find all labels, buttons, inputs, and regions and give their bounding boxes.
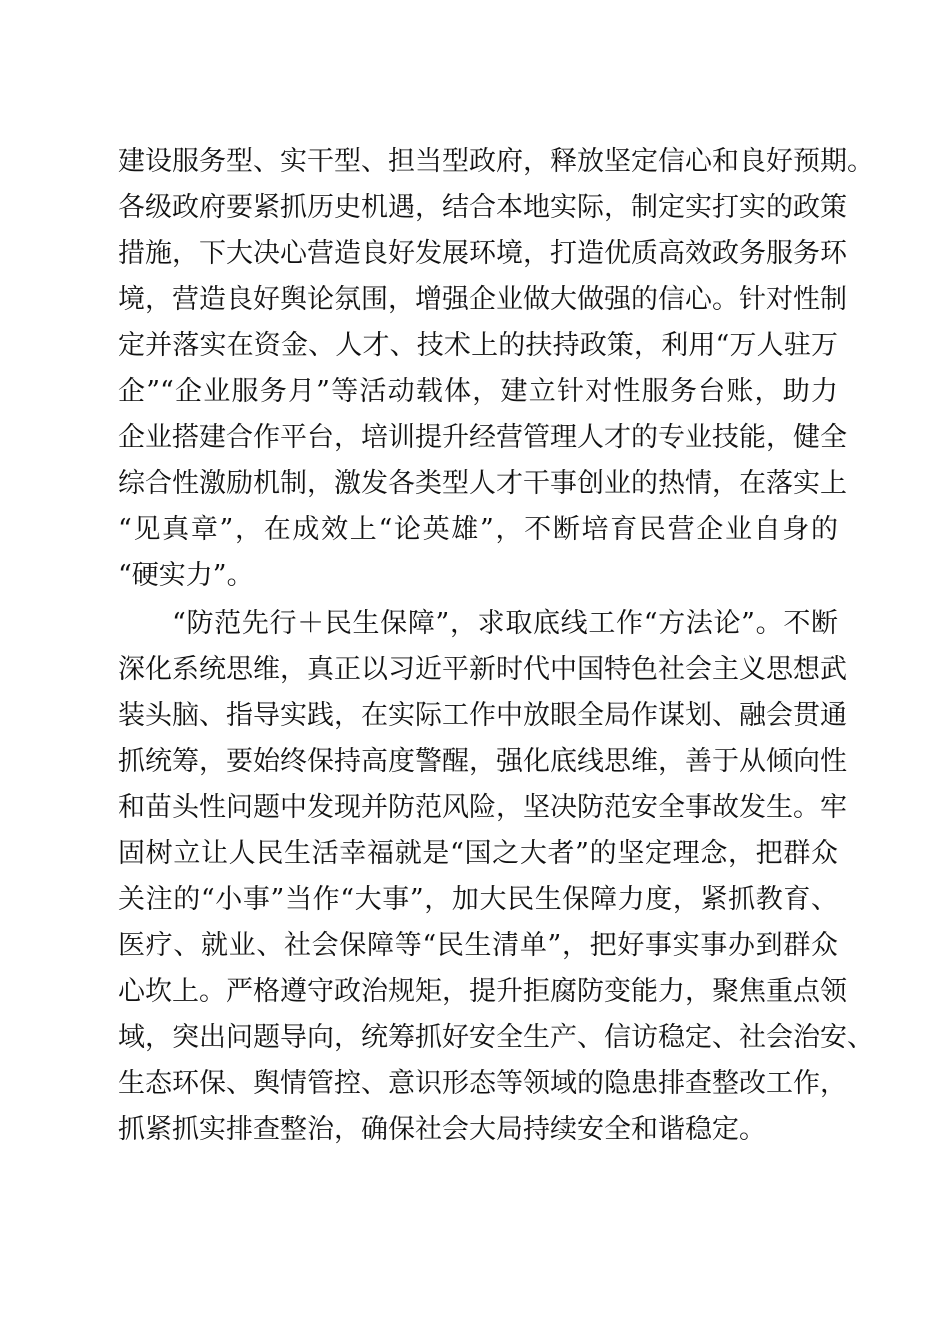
text-line: “见真章”，在成效上“论英雄”，不断培育民营企业自身的 (118, 514, 838, 545)
text-line: 措施，下大决心营造良好发展环境，打造优质高效政务服务环 (118, 238, 847, 269)
text-line: 心坎上。严格遵守政治规矩，提升拒腐防变能力，聚焦重点领 (118, 976, 847, 1007)
text-line: 域，突出问题导向，统筹抓好安全生产、信访稳定、社会治安、 (118, 1022, 874, 1053)
text-line: 医疗、就业、社会保障等“民生清单”，把好事实事办到群众 (118, 930, 838, 961)
text-line: 综合性激励机制，激发各类型人才干事创业的热情，在落实上 (118, 468, 847, 499)
text-line: 固树立让人民生活幸福就是“国之大者”的坚定理念，把群众 (118, 838, 838, 869)
text-line: 建设服务型、实干型、担当型政府，释放坚定信心和良好预期。 (118, 146, 874, 177)
text-line: “防范先行＋民生保障”，求取底线工作“方法论”。不断 (172, 608, 838, 639)
text-line: 抓紧抓实排查整治，确保社会大局持续安全和谐稳定。 (118, 1114, 766, 1145)
text-line: 企”“企业服务月”等活动载体，建立针对性服务台账，助力 (118, 376, 838, 407)
text-line: “硬实力”。 (118, 560, 254, 591)
text-line: 装头脑、指导实践，在实际工作中放眼全局作谋划、融会贯通 (118, 700, 847, 731)
text-line: 关注的“小事”当作“大事”，加大民生保障力度，紧抓教育、 (118, 884, 838, 915)
text-line: 定并落实在资金、人才、技术上的扶持政策，利用“万人驻万 (118, 330, 838, 361)
text-line: 境，营造良好舆论氛围，增强企业做大做强的信心。针对性制 (118, 284, 847, 315)
text-line: 生态环保、舆情管控、意识形态等领域的隐患排查整改工作， (118, 1068, 847, 1099)
text-line: 企业搭建合作平台，培训提升经营管理人才的专业技能，健全 (118, 422, 847, 453)
text-line: 抓统筹，要始终保持高度警醒，强化底线思维，善于从倾向性 (118, 746, 847, 777)
text-line: 和苗头性问题中发现并防范风险，坚决防范安全事故发生。牢 (118, 792, 847, 823)
text-line: 各级政府要紧抓历史机遇，结合本地实际，制定实打实的政策 (118, 192, 847, 223)
text-line: 深化系统思维，真正以习近平新时代中国特色社会主义思想武 (118, 654, 847, 685)
